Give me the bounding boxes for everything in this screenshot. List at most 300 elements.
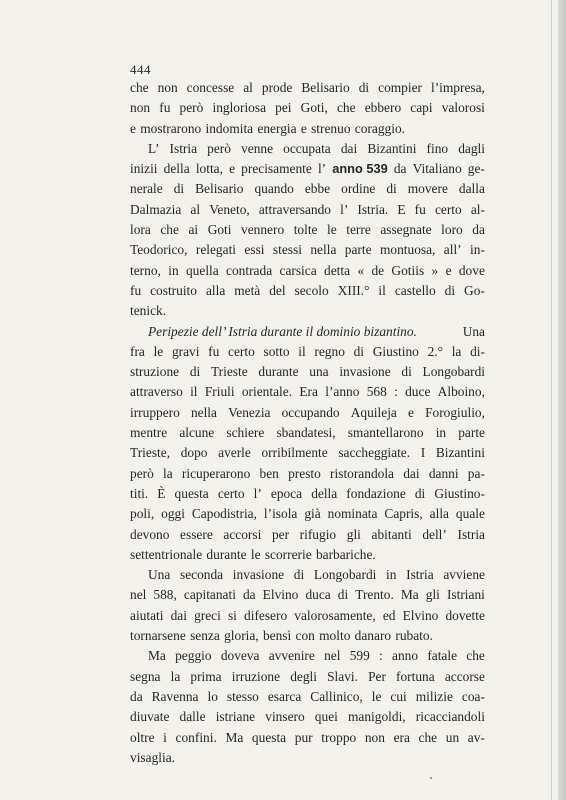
word: »	[431, 262, 439, 278]
word: le	[371, 688, 382, 704]
word: nominata	[327, 506, 378, 522]
word: Ravenna	[151, 688, 199, 704]
word: esarca	[267, 688, 302, 704]
word: invasione	[232, 567, 285, 583]
text-line	[130, 484, 485, 504]
word: presto	[288, 465, 321, 481]
word: rubato.	[395, 628, 433, 644]
word: durante	[258, 364, 299, 380]
word: quella	[185, 262, 219, 278]
word: 2.°	[427, 343, 443, 359]
word: di	[414, 485, 426, 501]
word: difesero	[244, 607, 288, 623]
word: dovette	[445, 607, 485, 623]
word: certo	[217, 485, 245, 501]
text-line	[130, 240, 485, 260]
word: gli	[425, 587, 440, 603]
word: aiutati	[130, 607, 164, 623]
word: lora	[130, 222, 151, 238]
word: anno 539	[332, 161, 388, 177]
word: nella	[190, 404, 217, 420]
word: È	[157, 485, 166, 501]
word: mostrarono	[140, 120, 202, 136]
word: averle	[218, 445, 251, 461]
text-line	[130, 342, 485, 362]
word: dell’	[422, 526, 447, 542]
word: Belisario	[195, 181, 244, 197]
word: l’	[317, 161, 327, 177]
word: occupando	[281, 404, 340, 420]
text-line	[130, 119, 485, 139]
word: lo	[207, 688, 218, 704]
word: 568	[366, 384, 387, 400]
word: duca	[305, 587, 331, 603]
word: venne	[241, 140, 274, 156]
word: smantellarono	[347, 425, 424, 441]
word: concesse	[186, 80, 235, 95]
word: nel	[324, 648, 341, 664]
text-line	[130, 200, 485, 220]
word: di-	[470, 343, 485, 359]
word: in	[386, 567, 397, 583]
word: titi.	[130, 485, 149, 501]
text-line	[130, 748, 485, 768]
word: attraversando	[258, 201, 331, 217]
word: detta	[324, 262, 351, 278]
word: vinsero	[265, 709, 305, 725]
word: energia	[257, 120, 297, 136]
word: ge-	[467, 161, 485, 177]
word: non	[130, 100, 151, 116]
word: non	[157, 80, 178, 95]
word: orribilmente	[261, 445, 328, 461]
word: di	[293, 567, 305, 583]
word: saccheggiate.	[338, 445, 411, 461]
word: Gotiis	[391, 262, 425, 278]
word: Per	[368, 668, 386, 684]
word: ingloriosa	[212, 100, 267, 116]
word: ristorandola	[330, 465, 395, 481]
word: terre	[346, 222, 371, 238]
word: della	[163, 161, 190, 177]
word: che	[160, 222, 179, 238]
word: epoca	[270, 485, 303, 501]
word: Era	[299, 384, 318, 400]
word: dopo	[180, 445, 208, 461]
word: era	[393, 729, 410, 745]
word: de	[371, 262, 385, 278]
word: greci	[194, 607, 221, 623]
word: accorsi	[223, 526, 262, 542]
text-line	[130, 646, 485, 666]
word: ebbero	[364, 100, 402, 116]
word: la	[163, 465, 173, 481]
word: 588,	[153, 587, 177, 603]
page-number: 444	[130, 62, 151, 77]
text-line	[130, 545, 485, 565]
text-line	[130, 687, 485, 707]
word: Elvino	[402, 607, 439, 623]
word: devono	[130, 526, 170, 542]
word: quando	[254, 181, 294, 197]
word: parte	[458, 425, 485, 441]
word: che	[336, 100, 356, 116]
word: e	[300, 120, 307, 136]
word: capitanati	[183, 587, 236, 603]
word: con	[295, 628, 315, 644]
word: già	[304, 506, 321, 522]
word: quale	[455, 506, 485, 522]
word: Istriani	[446, 587, 485, 603]
word: del	[269, 282, 286, 298]
word: degli	[290, 668, 317, 684]
word: Giustino	[372, 343, 419, 359]
word: l’	[340, 201, 349, 217]
word: orientale.	[241, 384, 293, 400]
word: in-	[470, 242, 485, 258]
word: Istria.	[357, 201, 389, 217]
word: all’	[443, 242, 462, 258]
word: duce	[405, 384, 431, 400]
word: metà	[234, 282, 261, 298]
word: poli,	[130, 506, 155, 522]
word: Callinico,	[310, 688, 363, 704]
text-line	[130, 362, 485, 382]
body-text	[130, 78, 485, 768]
word: le	[327, 222, 337, 238]
word: il	[298, 343, 306, 359]
word: I	[420, 445, 426, 461]
word: il	[190, 384, 198, 400]
word: Bizantini	[435, 445, 485, 461]
word: montuosa,	[379, 242, 436, 258]
word: senza	[190, 628, 220, 644]
word: regno	[314, 343, 345, 359]
word: troppo	[321, 729, 357, 745]
word: da	[393, 161, 407, 177]
text-line	[130, 565, 485, 585]
text-line	[130, 504, 485, 524]
word: nel	[130, 587, 147, 603]
word: Capodistria,	[191, 506, 257, 522]
word: Trieste	[210, 364, 248, 380]
word: Go-	[464, 282, 485, 298]
word: l’anno	[325, 384, 360, 400]
word: non	[364, 729, 385, 745]
text-line	[130, 606, 485, 626]
word: però	[130, 465, 154, 481]
word: Friuli	[204, 384, 235, 400]
word: ai	[188, 222, 199, 238]
word: confini.	[175, 729, 217, 745]
word: valorosi	[441, 100, 485, 116]
word: accorse	[444, 668, 485, 684]
text-line	[130, 626, 485, 646]
word: Goti,	[300, 100, 328, 116]
text-line	[130, 159, 485, 179]
word: Teodorico,	[130, 242, 188, 258]
word: danni	[428, 465, 459, 481]
word: però	[179, 100, 204, 116]
word: Ma	[400, 587, 419, 603]
word: Trento.	[355, 587, 394, 603]
text-line	[130, 707, 485, 727]
word: Elvino	[262, 587, 299, 603]
word: fortuna	[396, 668, 435, 684]
word: che	[418, 729, 438, 745]
word: di	[189, 364, 201, 380]
word: castello	[394, 282, 436, 298]
word: Ma	[225, 729, 244, 745]
word: oggi	[161, 506, 185, 522]
word: alla	[429, 506, 449, 522]
word: oltre	[130, 729, 155, 745]
word: un	[445, 729, 460, 745]
word: dove	[458, 262, 485, 278]
word: Slavi.	[327, 668, 358, 684]
word: settentrionale	[130, 546, 203, 562]
word: :	[394, 384, 398, 400]
word: questa	[174, 485, 209, 501]
word: nella	[310, 242, 337, 258]
word: precisamente	[241, 161, 312, 177]
word: in	[168, 262, 179, 278]
word: contrada	[226, 262, 273, 278]
word: alcune	[179, 425, 215, 441]
word: per	[271, 526, 290, 542]
word: i	[163, 729, 167, 745]
text-line	[130, 322, 485, 342]
word: ed	[382, 607, 396, 623]
word: bensì	[262, 628, 292, 644]
word: milizie	[415, 688, 453, 704]
word: Istria	[457, 526, 485, 542]
text-line	[130, 667, 485, 687]
text-line	[130, 179, 485, 199]
word: costruito	[150, 282, 197, 298]
word: quei	[314, 709, 338, 725]
word: struzione	[130, 364, 180, 380]
word: irruppero	[130, 404, 180, 420]
word: gli	[346, 526, 361, 542]
word: molto	[319, 628, 351, 644]
word: fino	[426, 140, 449, 156]
word: pur	[294, 729, 313, 745]
word: Una	[462, 323, 485, 339]
word: dalle	[179, 709, 206, 725]
word: XIII.°	[337, 282, 370, 298]
word: istriane	[215, 709, 256, 725]
paper-speck	[430, 777, 432, 779]
word: tornarsene	[130, 628, 186, 644]
text-line	[130, 525, 485, 545]
word: peggio	[175, 648, 212, 664]
word: scorrerie	[264, 546, 312, 562]
word: seconda	[179, 567, 224, 583]
word: Capris,	[384, 506, 423, 522]
word: irruzione	[231, 668, 281, 684]
text-line	[130, 98, 485, 118]
word: prima	[190, 668, 222, 684]
text-line	[130, 220, 485, 240]
word: sbandatesi,	[276, 425, 336, 441]
word: al	[243, 80, 253, 95]
word: Bizantini	[367, 140, 417, 156]
word: coa-	[461, 688, 485, 704]
word: da	[242, 587, 256, 603]
word: «	[357, 262, 365, 278]
word: Veneto,	[209, 201, 250, 217]
word: invasione	[339, 364, 391, 380]
word: Giustino-	[434, 485, 485, 501]
word: schiere	[226, 425, 265, 441]
word: il	[378, 282, 386, 298]
word: pei	[275, 100, 292, 116]
word: barbariche.	[315, 546, 376, 562]
word: le	[153, 343, 164, 359]
word: di	[444, 282, 456, 298]
word: ordine	[341, 181, 376, 197]
word: secolo	[294, 282, 329, 298]
word: di	[358, 80, 370, 95]
word: mentre	[130, 425, 168, 441]
word: segna	[130, 668, 161, 684]
word: e	[130, 120, 136, 136]
page-edge-shadow	[551, 0, 552, 800]
word: essi	[244, 242, 265, 258]
text-line	[130, 728, 485, 748]
text-line	[130, 403, 485, 423]
word: di	[353, 343, 365, 359]
word: Una	[148, 567, 171, 583]
word: valorosamente,	[294, 607, 376, 623]
word: coraggio.	[354, 120, 405, 136]
word: di	[401, 364, 412, 380]
word: la	[170, 668, 181, 684]
word: gloria,	[224, 628, 259, 644]
word: fu	[130, 282, 142, 298]
word: ebbe	[304, 181, 331, 197]
word: Peripezie dell’ Istria durante il dominio bizantino.	[148, 323, 417, 339]
word: l’	[253, 485, 262, 501]
word: anno	[392, 648, 419, 664]
text-line	[130, 423, 485, 443]
word: visaglia.	[130, 749, 175, 765]
word: e	[407, 404, 414, 420]
word: Trieste,	[130, 445, 171, 461]
word: da	[130, 688, 143, 704]
word: doveva	[220, 648, 260, 664]
word: fu	[159, 100, 171, 116]
word: loro	[441, 222, 463, 238]
word: 599	[349, 648, 370, 664]
word: alla	[205, 282, 226, 298]
word: si	[227, 607, 237, 623]
word: che	[130, 80, 149, 95]
word: assegnate	[380, 222, 432, 238]
word: E	[397, 201, 406, 217]
word: da	[472, 222, 485, 238]
word: fatale	[427, 648, 458, 664]
word: dalla	[458, 181, 485, 197]
word: Goti	[207, 222, 232, 238]
word: danaro	[354, 628, 392, 644]
word: gravi	[171, 343, 200, 359]
text-line	[130, 139, 485, 159]
word: rifugio	[299, 526, 337, 542]
text-line	[130, 261, 485, 281]
word: indomita	[205, 120, 254, 136]
word: l’isola	[263, 506, 298, 522]
word: certo	[434, 201, 462, 217]
word: tolte	[293, 222, 318, 238]
word: Aquileja	[350, 404, 397, 420]
text-line	[130, 585, 485, 605]
word: manigoldi,	[347, 709, 406, 725]
word: la	[451, 343, 462, 359]
text-line	[130, 382, 485, 402]
word: Belisario	[301, 80, 350, 95]
word: Forogiulio,	[425, 404, 485, 420]
word: stessi	[272, 242, 302, 258]
word: Istria	[169, 140, 198, 156]
word: essere	[180, 526, 213, 542]
word: in	[435, 425, 447, 441]
word: ricuperarono	[181, 465, 251, 481]
word: l’impresa,	[430, 80, 485, 95]
word: Ma	[148, 648, 166, 664]
word: dai	[340, 140, 358, 156]
word: e	[229, 161, 236, 177]
word: di	[173, 181, 185, 197]
word: lotta,	[195, 161, 223, 177]
word: parte	[344, 242, 372, 258]
word: fra	[130, 343, 145, 359]
text-line	[130, 443, 485, 463]
word: capi	[410, 100, 433, 116]
word: al-	[470, 201, 485, 217]
word: sotto	[263, 343, 290, 359]
word: av-	[467, 729, 485, 745]
word: nerale	[130, 181, 163, 197]
word: terno,	[130, 262, 161, 278]
word: carsica	[279, 262, 317, 278]
word: inizii	[130, 161, 158, 177]
word: attraverso	[130, 384, 183, 400]
word: una	[309, 364, 329, 380]
word: Dalmazia	[130, 201, 182, 217]
word: Longobardi	[422, 364, 485, 380]
word: della	[311, 485, 338, 501]
word: Istria	[406, 567, 434, 583]
word: dagli	[458, 140, 485, 156]
word: però	[207, 140, 231, 156]
word: strenuo	[311, 120, 351, 136]
word: dai	[170, 607, 187, 623]
word: Venezia	[228, 404, 271, 420]
word: prode	[261, 80, 293, 95]
text-line	[130, 78, 485, 98]
word: relegati	[195, 242, 237, 258]
word: Alboino,	[437, 384, 485, 400]
word: e	[445, 262, 452, 278]
word: di	[386, 181, 397, 197]
word: di	[337, 587, 349, 603]
word: vennero	[241, 222, 285, 238]
text-line	[130, 464, 485, 484]
word: questa	[251, 729, 287, 745]
word: ben	[259, 465, 279, 481]
